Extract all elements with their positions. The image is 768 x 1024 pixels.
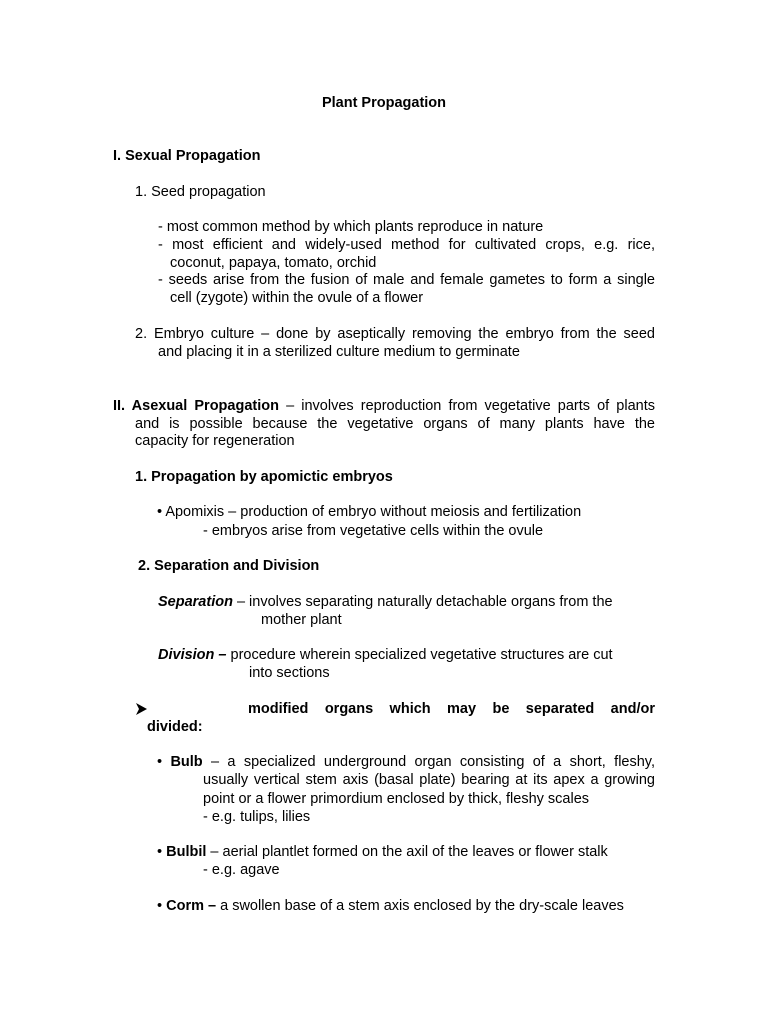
arrowhead-bullet-icon [135, 703, 148, 715]
term-division: Division – [158, 647, 227, 663]
bulb-example: - e.g. tulips, lilies [203, 809, 311, 825]
bullet-line: cell (zygote) within the ovule of a flower [170, 290, 424, 306]
division-text: procedure wherein specialized vegetative structures are cut [226, 647, 613, 663]
bullet-line: - most common method by which plants reproduce in nature [158, 219, 544, 235]
subheading-separation-division: 2. Separation and Division [138, 558, 320, 574]
page-title: Plant Propagation [321, 95, 447, 111]
corm-text: a swollen base of a stem axis enclosed by the dry-scale leaves [216, 898, 624, 914]
item-embryo-culture-cont: and placing it in a sterilized culture medium to germinate [158, 344, 520, 360]
apomixis-text: Apomixis – production of embryo without meiosis and fertilization [165, 504, 582, 520]
list-item-bulbil [157, 843, 608, 861]
list-item-corm [157, 897, 624, 915]
list-item-bulb [157, 753, 655, 771]
bulb-text-cont: usually vertical stem axis (basal plate) bearing at its apex a growing [203, 772, 655, 788]
modified-organs-heading: modified organs which may be separated and/or [248, 701, 655, 717]
definition-division-cont: into sections [249, 665, 330, 681]
term-bulb: Bulb [170, 754, 203, 770]
term-corm: Corm – [166, 898, 217, 914]
bullet-dot: • [157, 504, 163, 520]
list-item-apomixis [157, 503, 581, 521]
separation-text: – involves separating naturally detachable organs from the [232, 594, 613, 610]
term-separation: Separation [158, 594, 233, 610]
item-seed-propagation: 1. Seed propagation [135, 184, 266, 200]
section-heading-asexual-def: – involves reproduction from vegetative parts of plants [278, 398, 655, 414]
definition-separation [158, 593, 613, 611]
section-heading-sexual: I. Sexual Propagation [113, 148, 261, 164]
subheading-apomictic: 1. Propagation by apomictic embryos [135, 469, 393, 485]
section-heading-asexual-term: II. Asexual Propagation [113, 398, 279, 414]
term-bulbil: Bulbil [166, 844, 207, 860]
modified-organs-heading-cont: divided: [147, 719, 203, 735]
apomixis-detail: - embryos arise from vegetative cells within the ovule [203, 523, 544, 539]
bullet-dot: • [157, 754, 163, 770]
definition-separation-cont: mother plant [261, 612, 342, 628]
bullet-line: - seeds arise from the fusion of male and female gametes to form a single [158, 272, 655, 288]
bullet-line: coconut, papaya, tomato, orchid [170, 255, 377, 271]
bulbil-text: – aerial plantlet formed on the axil of the leaves or flower stalk [206, 844, 608, 860]
definition-division [158, 646, 613, 664]
bulbil-example: - e.g. agave [203, 862, 280, 878]
bullet-dot: • [157, 898, 163, 914]
bullet-line: - most efficient and widely-used method for cultivated crops, e.g. rice, [158, 237, 655, 253]
bulb-text: – a specialized underground organ consisting of a short, fleshy, [202, 754, 656, 770]
section-heading-asexual [113, 397, 655, 415]
item-embryo-culture: 2. Embryo culture – done by aseptically removing the embryo from the seed [135, 326, 655, 342]
asexual-line: and is possible because the vegetative organs of many plants have the [135, 416, 655, 432]
bulb-text-cont: point or a flower primordium enclosed by thick, fleshy scales [203, 791, 590, 807]
asexual-line: capacity for regeneration [135, 433, 295, 449]
bullet-dot: • [157, 844, 163, 860]
